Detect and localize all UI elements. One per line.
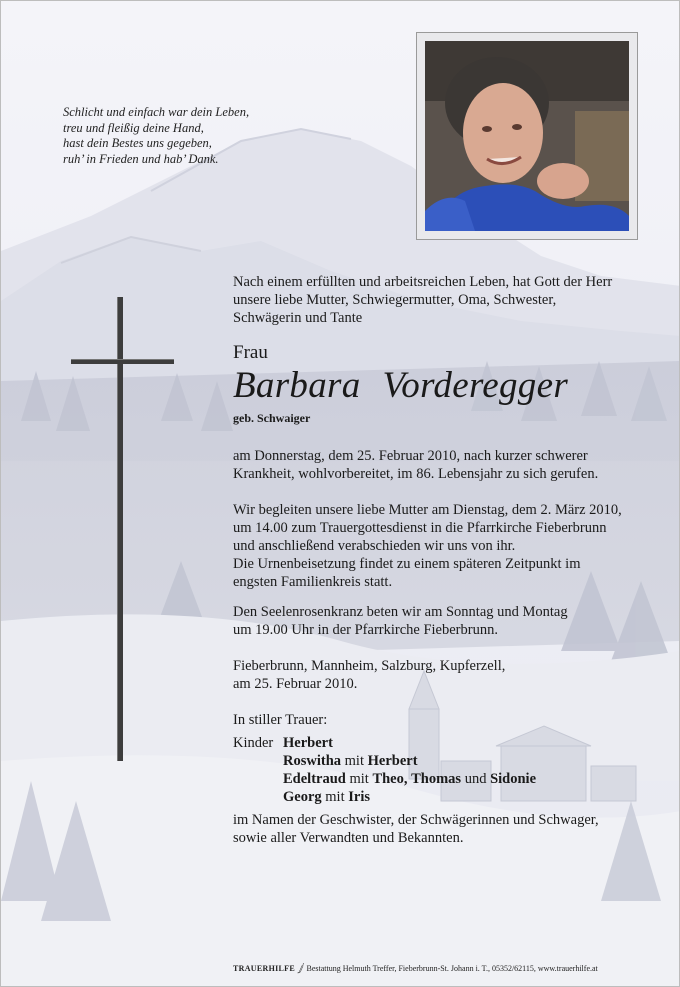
funeral-line: und anschließend verabschieden wir uns von ihr. xyxy=(233,538,516,554)
quote-line: hast dein Bestes uns gegeben, xyxy=(63,136,212,150)
connector-text: mit xyxy=(325,789,345,805)
connector-text: mit xyxy=(349,771,369,787)
cross-vertical-bar xyxy=(117,297,123,761)
partner-name: Herbert xyxy=(367,753,418,769)
salutation: Frau xyxy=(233,342,268,363)
connector-text: mit xyxy=(344,753,364,769)
partner-name: Iris xyxy=(348,789,370,805)
rosary-line: Den Seelenrosenkranz beten wir am Sonntag und Montag xyxy=(233,604,568,620)
funeral-line: engsten Familienkreis statt. xyxy=(233,574,393,590)
partner-name: Sidonie xyxy=(490,771,537,787)
closing-line: im Namen der Geschwister, der Schwägerinnen und Schwager, xyxy=(233,812,599,828)
child-row xyxy=(283,788,536,806)
birth-name: geb. Schwaiger xyxy=(233,411,311,425)
and-text: und xyxy=(464,771,487,787)
intro-line: unsere liebe Mutter, Schwiegermutter, Oma, Schwester, xyxy=(233,292,557,308)
quote-line: treu und fleißig deine Hand, xyxy=(63,120,204,135)
intro-line: Schwägerin und Tante xyxy=(233,310,363,326)
footer xyxy=(233,963,598,974)
rosary-info xyxy=(233,603,568,639)
child-name: Herbert xyxy=(283,735,333,751)
deceased-name xyxy=(233,365,590,407)
footer-brand: TRAUERHILFE xyxy=(233,964,295,973)
place-date xyxy=(233,657,505,693)
mourners-closing xyxy=(233,811,599,847)
intro-text xyxy=(233,273,612,327)
first-name: Barbara xyxy=(233,365,361,406)
portrait-photo xyxy=(425,41,629,231)
brand-mark-icon: ⅉ xyxy=(298,963,303,974)
funeral-line: um 14.00 zum Trauergottesdienst in die Pfarrkirche Fieberbrunn xyxy=(233,520,607,536)
quote-line: ruh’ in Frieden und hab’ Dank. xyxy=(63,151,219,166)
death-line: Krankheit, wohlvorbereitet, im 86. Lebensjahr zu sich gerufen. xyxy=(233,466,599,482)
child-name: Edeltraud xyxy=(283,771,346,787)
death-notice xyxy=(233,447,598,483)
child-row: Edeltraud mit Theo, Thomas und Sidonie xyxy=(283,771,537,787)
funeral-line: Die Urnenbeisetzung findet zu einem späteren Zeitpunkt im xyxy=(233,556,581,572)
child-name: Georg xyxy=(283,789,322,805)
rosary-line: um 19.00 Uhr in der Pfarrkirche Fieberbrunn. xyxy=(233,622,498,638)
child-name: Roswitha xyxy=(283,753,342,769)
portrait-frame xyxy=(416,32,638,240)
memorial-quote xyxy=(63,105,249,167)
funeral-info xyxy=(233,501,622,591)
child-row xyxy=(283,734,536,752)
partner-name: Thomas xyxy=(411,771,462,787)
place-date-line: Fieberbrunn, Mannheim, Salzburg, Kupferzell, xyxy=(233,658,506,674)
closing-line: sowie aller Verwandten und Bekannten. xyxy=(233,830,464,846)
quote-line: Schlicht und einfach war dein Leben, xyxy=(63,105,250,119)
partner-name: Theo xyxy=(372,771,404,787)
child-row xyxy=(283,752,536,770)
footer-text: Bestattung Helmuth Treffer, Fieberbrunn-St. Johann i. T., 05352/62115, www.trauerhilfe.at xyxy=(306,964,598,973)
mourners-heading: In stiller Trauer: xyxy=(233,712,328,728)
cross-horizontal-bar xyxy=(71,359,174,364)
intro-line: Nach einem erfüllten und arbeitsreichen Leben, hat Gott der Herr xyxy=(233,274,613,290)
place-date-line: am 25. Februar 2010. xyxy=(233,676,358,692)
funeral-line: Wir begleiten unsere liebe Mutter am Dienstag, dem 2. März 2010, xyxy=(233,502,622,518)
last-name: Vorderegger xyxy=(382,365,569,406)
death-line: am Donnerstag, dem 25. Februar 2010, nach kurzer schwerer xyxy=(233,448,588,464)
children-label: Kinder xyxy=(233,735,274,751)
